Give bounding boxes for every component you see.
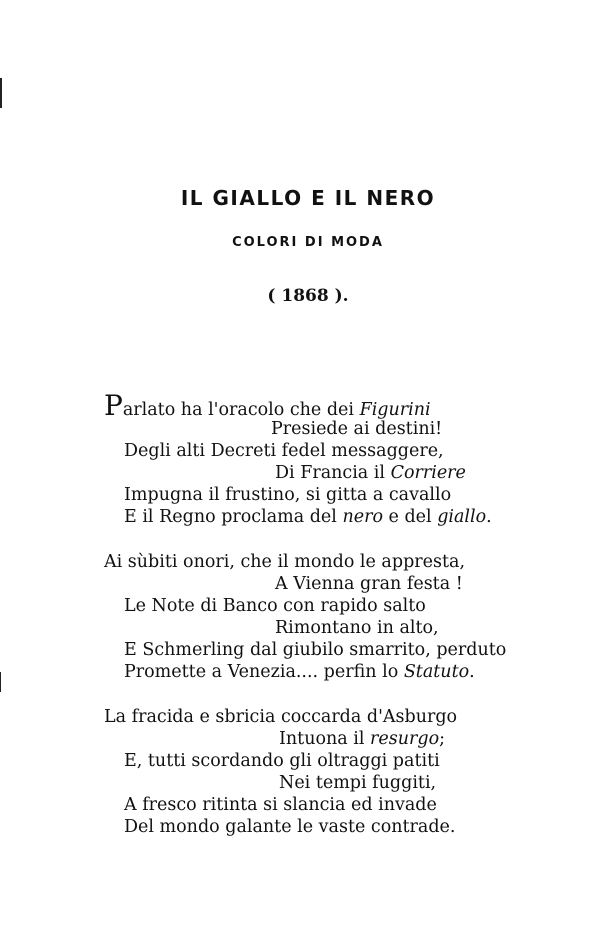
verse-line [124, 750, 440, 772]
poem-year: ( 1868 ). [267, 286, 349, 306]
page-edge-mark [0, 672, 1, 692]
verse-italic: resurgo [370, 729, 440, 749]
verse-text: e del [382, 507, 438, 527]
poem-title: IL GIALLO E IL NERO [180, 186, 436, 210]
verse-text: Di Francia il [275, 463, 391, 483]
verse-italic: Corriere [390, 463, 466, 483]
verse-line [124, 816, 455, 838]
verse-text: . [469, 662, 475, 682]
verse-italic: giallo [437, 507, 487, 527]
verse-line [124, 484, 451, 506]
verse-text: Presiede ai destini! [271, 419, 443, 439]
verse-line [124, 440, 444, 462]
verse-line [271, 418, 442, 440]
verse-text: E Schmerling dal giubilo smarrito, perduto [124, 640, 507, 660]
verse-line [279, 728, 445, 750]
verse-text: Le Note di Banco con rapido salto [124, 596, 426, 616]
verse-text: E, tutti scordando gli oltraggi patiti [124, 751, 440, 771]
verse-line [124, 661, 475, 683]
verse-italic: Figurini [359, 400, 431, 420]
verse-text: A fresco ritinta si slancia ed invade [124, 795, 437, 815]
verse-text: Rimontano in alto, [275, 618, 439, 638]
verse-line [275, 617, 439, 639]
drop-cap: P [104, 389, 123, 422]
verse-line [124, 506, 492, 528]
verse-text: Del mondo galante le vaste contrade. [124, 817, 456, 837]
verse-text: A Vienna gran festa ! [275, 574, 463, 594]
verse-line [124, 794, 437, 816]
verse-line [124, 639, 506, 661]
verse-text: ; [439, 729, 446, 749]
verse-italic: Statuto [403, 662, 470, 682]
verse-text: E il Regno proclama del [124, 507, 343, 527]
verse-line [275, 462, 466, 484]
verse-line [104, 551, 465, 573]
verse-line [124, 595, 426, 617]
verse-line [279, 772, 436, 794]
verse-text: La fracida e sbricia coccarda d'Asburgo [104, 707, 458, 727]
verse-text: Promette a Venezia.... perfin lo [124, 662, 404, 682]
poem-subtitle: COLORI DI MODA [232, 235, 384, 250]
verse-text: Degli alti Decreti fedel messaggere, [124, 441, 444, 461]
verse-line [275, 573, 463, 595]
verse-italic: nero [342, 507, 383, 527]
verse-line [104, 706, 457, 728]
verse-text: Ai sùbiti onori, che il mondo le appresta, [104, 552, 466, 572]
verse-text: arlato ha l'oracolo che dei [122, 400, 360, 420]
verse-text: Intuona il [279, 729, 371, 749]
verse-text: Impugna il frustino, si gitta a cavallo [124, 485, 452, 505]
verse-text: Nei tempi fuggiti, [279, 773, 437, 793]
page-edge-mark [0, 78, 2, 108]
verse-text: . [486, 507, 492, 527]
